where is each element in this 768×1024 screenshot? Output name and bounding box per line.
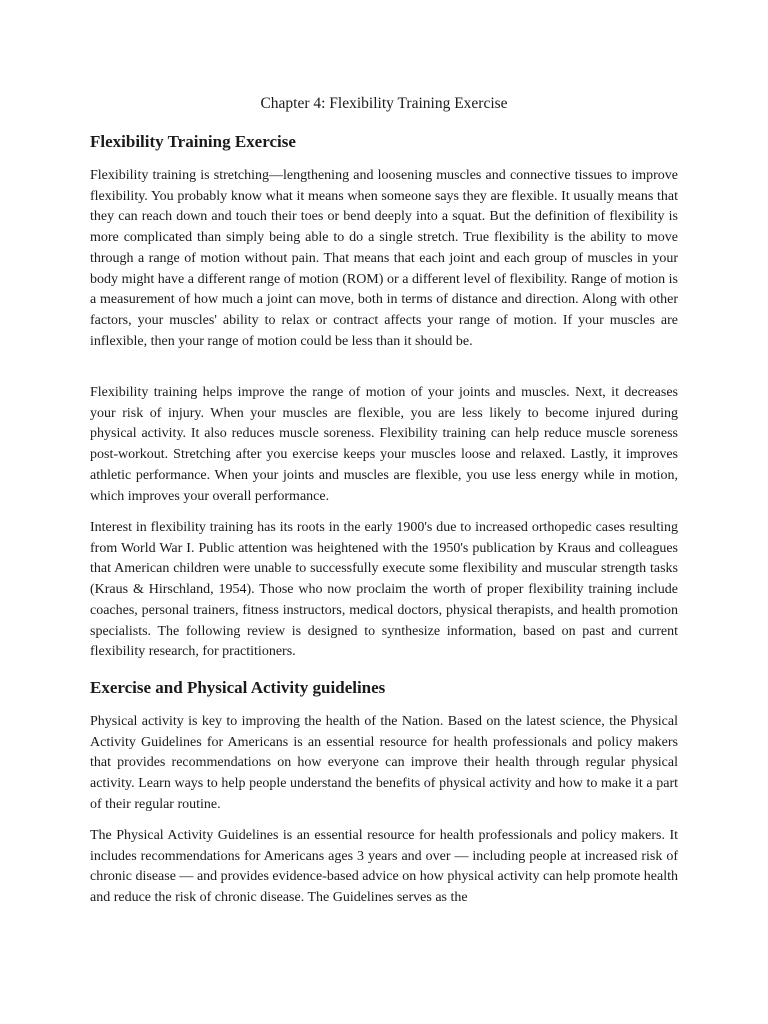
section-heading: Exercise and Physical Activity guidelines	[90, 678, 386, 697]
paragraph-text: Flexibility training is stretching—lengthening and loosening muscles and connective tissues to improve flexibility. You probably know what it means when someone says they are flexible. It usually means that they can reach down and touch their toes or bend deeply into a squat. But the definition of flexibility is more complicated than simply being able to do a single stretch. True flexibility is the ability to move through a range of motion without pain. That means that each joint and each group of muscles in your body might have a different range of motion (ROM) or a different level of flexibility. Range of motion is a measurement of how much a joint can move, both in terms of distance and direction. Along with other factors, your muscles' ability to relax or contract affects your range of motion. If your muscles are inflexible, then your range of motion could be less than it should be.	[90, 168, 678, 349]
paragraph	[90, 383, 678, 507]
section-heading: Flexibility Training Exercise	[90, 132, 296, 151]
section-flexibility-training	[90, 131, 678, 153]
paragraph	[90, 826, 678, 909]
paragraph-text: The Physical Activity Guidelines is an essential resource for health professionals and policy makers. It includes recommendations for Americans ages 3 years and over — including people at increased risk of chronic disease — and provides evidence-based advice on how physical activity can help promote health and reduce the risk of chronic disease. The Guidelines serves as the	[90, 828, 678, 906]
section-exercise-guidelines	[90, 677, 678, 699]
paragraph	[90, 166, 678, 352]
paragraph-text: Flexibility training helps improve the range of motion of your joints and muscles. Next, it decreases your risk of injury. When your muscles are flexible, you are less likely to become injured during physical activity. It also reduces muscle soreness. Flexibility training can help reduce muscle soreness post-workout. Stretching after you exercise keeps your muscles loose and relaxed. Lastly, it improves athletic performance. When your joints and muscles are flexible, you use less energy while in motion, which improves your overall performance.	[90, 385, 678, 504]
paragraph	[90, 518, 678, 663]
paragraph-text: Physical activity is key to improving the health of the Nation. Based on the latest science, the Physical Activity Guidelines for Americans is an essential resource for health professionals and policy makers that provides recommendations on how everyone can improve their health through regular physical activity. Learn ways to help people understand the benefits of physical activity and how to make it a part of their regular routine.	[90, 714, 678, 812]
paragraph	[90, 712, 678, 816]
paragraph-text: Interest in flexibility training has its roots in the early 1900's due to increased orthopedic cases resulting from World War I. Public attention was heightened with the 1950's publication by Kraus and colleagues that American children were unable to successfully execute some flexibility and muscular strength tasks (Kraus & Hirschland, 1954). Those who now proclaim the worth of proper flexibility training include coaches, personal trainers, fitness instructors, medical doctors, physical therapists, and health promotion specialists. The following review is designed to synthesize information, based on past and current flexibility research, for practitioners.	[90, 520, 678, 660]
chapter-title: Chapter 4: Flexibility Training Exercise	[260, 95, 508, 112]
